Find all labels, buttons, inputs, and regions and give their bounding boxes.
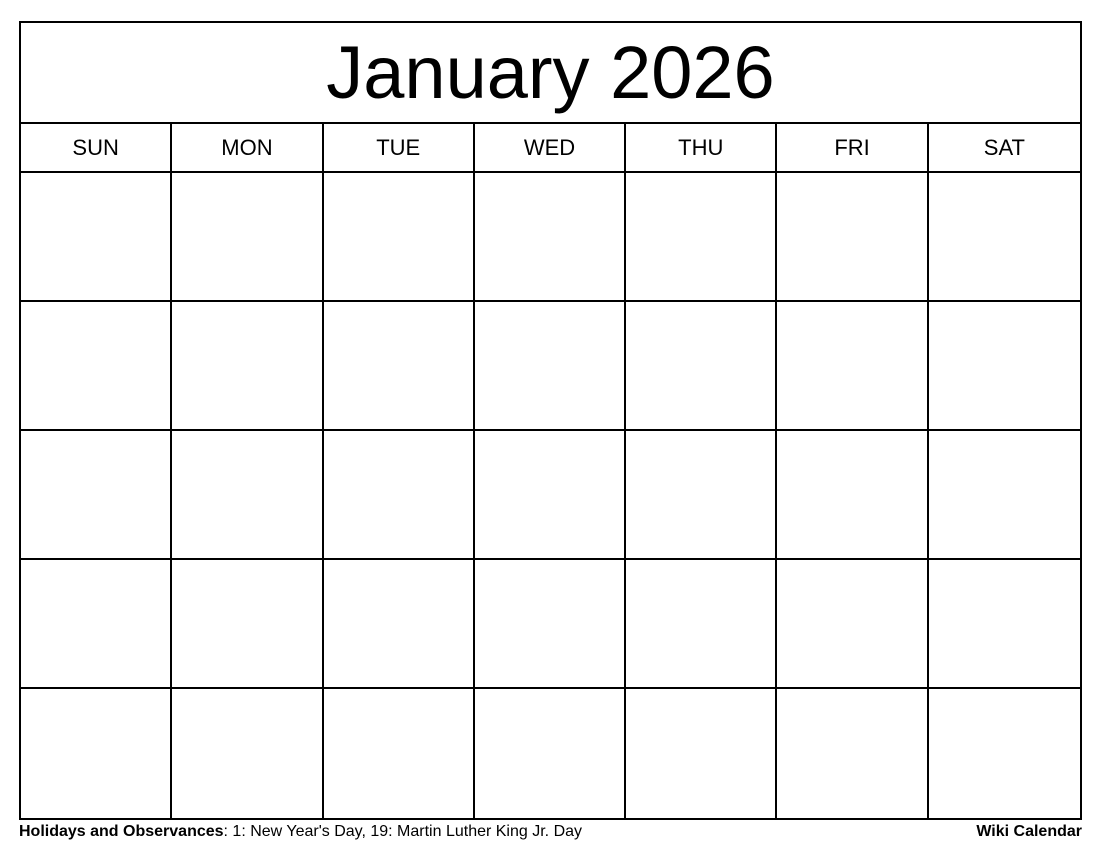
calendar-cell [324, 302, 475, 431]
weekday-header-sun: SUN [21, 124, 172, 171]
calendar-cell [21, 560, 172, 689]
calendar-cell [777, 431, 928, 560]
calendar-cell [929, 431, 1080, 560]
calendar-table [19, 21, 1082, 820]
calendar-cell [929, 302, 1080, 431]
calendar-cell [324, 689, 475, 818]
calendar-cell [929, 689, 1080, 818]
calendar-cell [324, 431, 475, 560]
calendar-cell [929, 560, 1080, 689]
calendar-cell [777, 302, 928, 431]
holidays-note [19, 822, 582, 841]
holidays-label: Holidays and Observances [19, 823, 224, 840]
calendar-cell [475, 173, 626, 302]
calendar-cell [172, 173, 323, 302]
calendar-cell [324, 560, 475, 689]
brand-label: Wiki Calendar [976, 823, 1082, 840]
weekday-header-fri: FRI [777, 124, 928, 171]
calendar-cell [21, 689, 172, 818]
calendar-grid [21, 173, 1080, 818]
weekday-header-wed: WED [475, 124, 626, 171]
holidays-text: : 1: New Year's Day, 19: Martin Luther King Jr. Day [223, 823, 583, 840]
calendar-cell [626, 173, 777, 302]
footer [19, 822, 1082, 841]
calendar-title-row [21, 23, 1080, 124]
weekday-header-mon: MON [172, 124, 323, 171]
calendar-cell [475, 302, 626, 431]
calendar-cell [475, 689, 626, 818]
calendar-cell [475, 560, 626, 689]
calendar-cell [21, 173, 172, 302]
calendar-cell [626, 302, 777, 431]
calendar-cell [324, 173, 475, 302]
calendar-cell [626, 431, 777, 560]
calendar-cell [172, 689, 323, 818]
calendar-cell [777, 560, 928, 689]
weekday-header-tue: TUE [324, 124, 475, 171]
calendar-cell [777, 173, 928, 302]
weekday-header-thu: THU [626, 124, 777, 171]
calendar-cell [21, 302, 172, 431]
calendar-cell [777, 689, 928, 818]
calendar-cell [172, 560, 323, 689]
calendar-cell [21, 431, 172, 560]
calendar-cell [626, 689, 777, 818]
calendar-title: January 2026 [326, 30, 775, 114]
calendar-cell [929, 173, 1080, 302]
weekday-header-sat: SAT [983, 134, 1025, 160]
calendar-cell [626, 560, 777, 689]
weekday-header-row [21, 124, 1080, 173]
calendar-cell [172, 302, 323, 431]
calendar-cell [475, 431, 626, 560]
calendar-cell [172, 431, 323, 560]
